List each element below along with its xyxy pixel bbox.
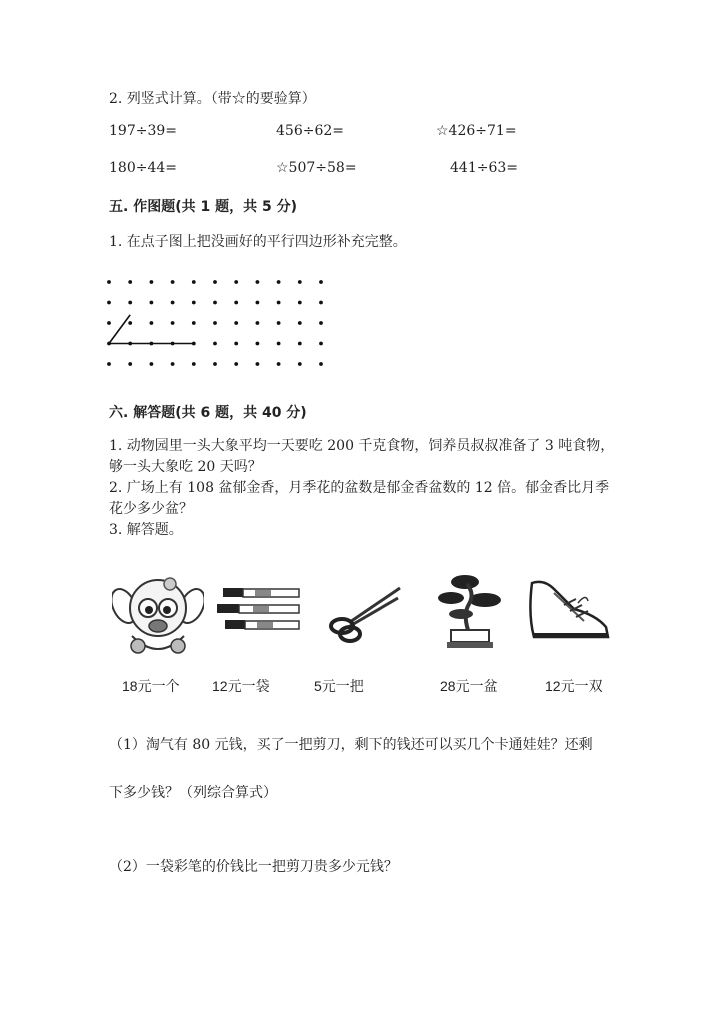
grid-dot (298, 280, 302, 284)
grid-dot (256, 342, 260, 346)
grid-dot (150, 321, 154, 325)
grid-dot (192, 362, 196, 366)
section-6-heading: 六. 解答题(共 6 题，共 40 分) (109, 405, 307, 421)
grid-dot (234, 321, 238, 325)
grid-dot (171, 301, 175, 305)
shoe-icon (524, 575, 614, 645)
dot-grid (100, 270, 340, 375)
grid-dot (107, 280, 111, 284)
grid-dot (234, 362, 238, 366)
grid-dot (192, 301, 196, 305)
grid-dot (171, 362, 175, 366)
doll-icon (112, 566, 204, 658)
grid-dot (234, 301, 238, 305)
grid-dot (107, 301, 111, 305)
grid-dot (107, 321, 111, 325)
grid-dot (192, 280, 196, 284)
grid-dot (128, 321, 132, 325)
grid-dot (234, 342, 238, 346)
grid-dot (213, 362, 217, 366)
problem-2: 456÷62= (276, 123, 344, 139)
grid-dot (277, 280, 281, 284)
grid-dot (298, 301, 302, 305)
bonsai-icon (435, 570, 505, 652)
grid-dot (150, 301, 154, 305)
grid-dot (277, 342, 281, 346)
grid-dots (107, 280, 323, 366)
grid-dot (319, 301, 323, 305)
grid-dot (213, 301, 217, 305)
scissors-icon (328, 584, 404, 644)
grid-dot (298, 362, 302, 366)
marker-pens-icon (215, 582, 305, 642)
sub-question-1-line-2: 下多少钱？（列综合算式） (109, 785, 277, 801)
section-6-question-3: 3. 解答题。 (109, 522, 183, 538)
question-2-title: 2. 列竖式计算。（带☆的要验算） (109, 91, 316, 107)
grid-dot (256, 362, 260, 366)
problem-3: ☆426÷71= (436, 123, 517, 139)
partial-parallelogram-line (109, 315, 194, 344)
sub-question-1-line-1: （1）淘气有 80 元钱，买了一把剪刀，剩下的钱还可以买几个卡通娃娃？还剩 (109, 737, 593, 753)
grid-dot (213, 321, 217, 325)
section-5-heading: 五. 作图题(共 1 题，共 5 分) (109, 199, 297, 215)
problem-1: 197÷39= (109, 123, 177, 139)
grid-dot (277, 321, 281, 325)
price-label-shoes: 12元一双 (545, 678, 603, 694)
grid-dot (128, 280, 132, 284)
grid-dot (277, 301, 281, 305)
problem-5: ☆507÷58= (276, 160, 357, 176)
grid-dot (213, 280, 217, 284)
grid-dot (171, 280, 175, 284)
grid-dot (150, 362, 154, 366)
price-label-scissors: 5元一把 (314, 678, 364, 694)
section-5-question-1: 1. 在点子图上把没画好的平行四边形补充完整。 (109, 234, 407, 250)
problem-4: 180÷44= (109, 160, 177, 176)
grid-dot (298, 342, 302, 346)
grid-dot (319, 342, 323, 346)
price-label-doll: 18元一个 (122, 678, 180, 694)
grid-dot (128, 301, 132, 305)
price-label-bonsai: 28元一盆 (440, 678, 498, 694)
problem-6: 441÷63= (450, 160, 518, 176)
grid-dot (319, 362, 323, 366)
grid-dot (277, 362, 281, 366)
price-label-pens: 12元一袋 (212, 678, 270, 694)
grid-dot (128, 362, 132, 366)
section-6-question-2: 2. 广场上有 108 盆郁金香，月季花的盆数是郁金香盆数的 12 倍。郁金香比月季花少多少盆？ (109, 480, 610, 517)
grid-dot (150, 280, 154, 284)
grid-dot (107, 362, 111, 366)
grid-dot (192, 321, 196, 325)
grid-dot (256, 321, 260, 325)
grid-dot (234, 280, 238, 284)
grid-dot (256, 280, 260, 284)
grid-dot (319, 321, 323, 325)
grid-dot (171, 321, 175, 325)
grid-dot (256, 301, 260, 305)
grid-dot (319, 280, 323, 284)
grid-dot (298, 321, 302, 325)
grid-dot (213, 342, 217, 346)
sub-question-2: （2）一袋彩笔的价钱比一把剪刀贵多少元钱？ (109, 859, 398, 875)
section-6-question-1: 1. 动物园里一头大象平均一天要吃 200 千克食物，饲养员叔叔准备了 3 吨食物，够一头大象吃 20 天吗？ (109, 438, 615, 475)
